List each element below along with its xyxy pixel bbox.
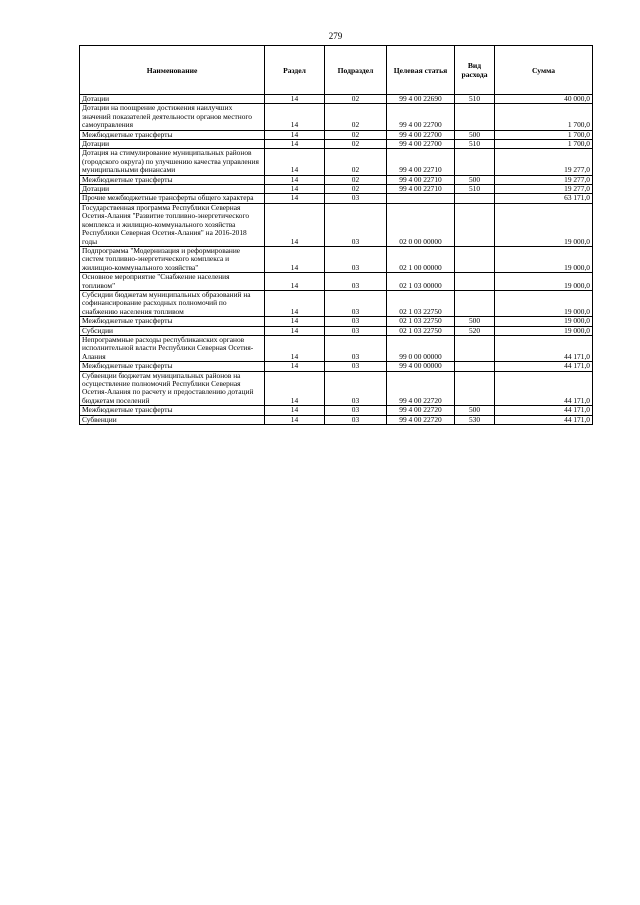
header-subsection: Подраздел: [325, 46, 387, 95]
row-expense-type: [455, 149, 495, 175]
header-section: Раздел: [265, 46, 325, 95]
row-amount: 19 000,0: [495, 317, 593, 326]
table-row: [80, 104, 593, 130]
row-subsection: 02: [325, 149, 387, 175]
row-target: 99 4 00 22720: [387, 406, 455, 415]
row-name: Субсидии: [80, 326, 265, 335]
row-subsection: 02: [325, 95, 387, 104]
row-amount: 44 171,0: [495, 362, 593, 371]
table-row: [80, 406, 593, 415]
table-row: [80, 95, 593, 104]
row-expense-type: 510: [455, 95, 495, 104]
row-section: 14: [265, 185, 325, 194]
row-expense-type: [455, 362, 495, 371]
row-subsection: 02: [325, 185, 387, 194]
row-name: Прочие межбюджетные трансферты общего характера: [80, 194, 265, 203]
row-expense-type: 510: [455, 185, 495, 194]
row-expense-type: [455, 273, 495, 291]
row-section: 14: [265, 273, 325, 291]
row-target: 99 4 00 00000: [387, 362, 455, 371]
row-name: Межбюджетные трансферты: [80, 130, 265, 139]
row-name: Субвенции бюджетам муниципальных районов на осуществление полномочий Республики Северная Осетия-Алания по расчету и предоставлению дотаций бюджетам поселений: [80, 371, 265, 406]
row-section: 14: [265, 130, 325, 139]
row-amount: 19 000,0: [495, 326, 593, 335]
row-target: 99 4 00 22710: [387, 185, 455, 194]
row-subsection: 03: [325, 415, 387, 424]
row-subsection: 02: [325, 104, 387, 130]
row-section: 14: [265, 362, 325, 371]
row-name: Межбюджетные трансферты: [80, 317, 265, 326]
table-row: [80, 371, 593, 406]
row-target: 99 4 00 22720: [387, 415, 455, 424]
table-row: [80, 130, 593, 139]
row-name: Межбюджетные трансферты: [80, 175, 265, 184]
row-section: 14: [265, 175, 325, 184]
row-expense-type: 530: [455, 415, 495, 424]
row-name: Дотации: [80, 95, 265, 104]
row-subsection: 03: [325, 290, 387, 316]
row-amount: 44 171,0: [495, 371, 593, 406]
table-row: [80, 415, 593, 424]
row-target: 99 4 00 22700: [387, 130, 455, 139]
row-subsection: 03: [325, 335, 387, 361]
table-row: [80, 335, 593, 361]
row-expense-type: [455, 335, 495, 361]
row-amount: 1 700,0: [495, 104, 593, 130]
row-expense-type: [455, 104, 495, 130]
row-subsection: 03: [325, 246, 387, 272]
row-target: 02 1 03 22750: [387, 317, 455, 326]
row-target: 99 4 00 22710: [387, 149, 455, 175]
row-expense-type: [455, 246, 495, 272]
row-expense-type: 510: [455, 140, 495, 149]
table-row: [80, 175, 593, 184]
row-expense-type: [455, 371, 495, 406]
row-amount: 63 171,0: [495, 194, 593, 203]
row-subsection: 03: [325, 326, 387, 335]
row-name: Дотация на стимулирование муниципальных районов (городского округа) по улучшению качества управления муниципальными финансами: [80, 149, 265, 175]
row-name: Межбюджетные трансферты: [80, 406, 265, 415]
row-subsection: 03: [325, 317, 387, 326]
table-header: [80, 46, 593, 95]
row-subsection: 03: [325, 371, 387, 406]
row-subsection: 02: [325, 130, 387, 139]
row-subsection: 03: [325, 194, 387, 203]
table-row: [80, 185, 593, 194]
header-amount: Сумма: [495, 46, 593, 95]
row-amount: 40 000,0: [495, 95, 593, 104]
row-section: 14: [265, 149, 325, 175]
row-name: Дотации на поощрение достижения наилучших значений показателей деятельности органов местного самоуправления: [80, 104, 265, 130]
row-amount: 1 700,0: [495, 130, 593, 139]
row-expense-type: 500: [455, 175, 495, 184]
row-target: 02 1 00 00000: [387, 246, 455, 272]
row-target: [387, 194, 455, 203]
table-row: [80, 194, 593, 203]
row-target: 99 0 00 00000: [387, 335, 455, 361]
row-section: 14: [265, 140, 325, 149]
row-section: 14: [265, 104, 325, 130]
row-amount: 19 277,0: [495, 175, 593, 184]
row-amount: 44 171,0: [495, 406, 593, 415]
header-row: [80, 46, 593, 95]
row-amount: 19 277,0: [495, 185, 593, 194]
row-section: 14: [265, 246, 325, 272]
row-section: 14: [265, 371, 325, 406]
row-amount: 44 171,0: [495, 415, 593, 424]
row-subsection: 02: [325, 175, 387, 184]
table-row: [80, 317, 593, 326]
row-target: 99 4 00 22720: [387, 371, 455, 406]
row-subsection: 03: [325, 203, 387, 246]
row-expense-type: 520: [455, 326, 495, 335]
row-amount: 19 000,0: [495, 290, 593, 316]
row-name: Подпрограмма "Модернизация и реформирование систем топливно-энергетического комплекса и жилищно-коммунального хозяйства": [80, 246, 265, 272]
table-row: [80, 140, 593, 149]
row-target: 02 0 00 00000: [387, 203, 455, 246]
row-subsection: 03: [325, 273, 387, 291]
row-target: 99 4 00 22700: [387, 140, 455, 149]
page-number: 279: [328, 31, 343, 41]
row-target: 02 1 03 22750: [387, 290, 455, 316]
row-section: 14: [265, 203, 325, 246]
row-section: 14: [265, 415, 325, 424]
row-name: Дотации: [80, 185, 265, 194]
row-name: Государственная программа Республики Северная Осетия-Алания "Развитие топливно-энергетического комплекса и жилищно-коммунального хозяйства Республики Северная Осетия-Алания" на 2016-2018 годы: [80, 203, 265, 246]
row-amount: 19 000,0: [495, 273, 593, 291]
row-amount: 19 000,0: [495, 246, 593, 272]
row-amount: 19 277,0: [495, 149, 593, 175]
row-section: 14: [265, 95, 325, 104]
row-subsection: 02: [325, 140, 387, 149]
table-row: [80, 273, 593, 291]
row-subsection: 03: [325, 406, 387, 415]
header-name: Наименование: [80, 46, 265, 95]
row-name: Основное мероприятие "Снабжение населения топливом": [80, 273, 265, 291]
header-target: Целевая статья: [387, 46, 455, 95]
row-amount: 44 171,0: [495, 335, 593, 361]
row-name: Субвенции: [80, 415, 265, 424]
row-section: 14: [265, 326, 325, 335]
table-row: [80, 149, 593, 175]
row-name: Межбюджетные трансферты: [80, 362, 265, 371]
row-expense-type: [455, 194, 495, 203]
table-row: [80, 326, 593, 335]
row-expense-type: 500: [455, 317, 495, 326]
row-section: 14: [265, 194, 325, 203]
header-expense-type: Вид расхода: [455, 46, 495, 95]
budget-table: [79, 45, 593, 425]
row-expense-type: [455, 203, 495, 246]
table-row: [80, 362, 593, 371]
row-target: 99 4 00 22700: [387, 104, 455, 130]
row-subsection: 03: [325, 362, 387, 371]
row-expense-type: [455, 290, 495, 316]
row-target: 02 1 03 00000: [387, 273, 455, 291]
row-target: 99 4 00 22690: [387, 95, 455, 104]
row-name: Непрограммные расходы республиканских органов исполнительной власти Республики Северная Осетия-Алания: [80, 335, 265, 361]
row-section: 14: [265, 290, 325, 316]
table-body: [80, 95, 593, 425]
row-section: 14: [265, 406, 325, 415]
row-section: 14: [265, 317, 325, 326]
row-section: 14: [265, 335, 325, 361]
row-expense-type: 500: [455, 130, 495, 139]
table-row: [80, 203, 593, 246]
row-target: 02 1 03 22750: [387, 326, 455, 335]
table-row: [80, 290, 593, 316]
row-target: 99 4 00 22710: [387, 175, 455, 184]
row-amount: 1 700,0: [495, 140, 593, 149]
row-expense-type: 500: [455, 406, 495, 415]
row-amount: 19 000,0: [495, 203, 593, 246]
row-name: Субсидии бюджетам муниципальных образований на софинансирование расходных полномочий по снабжению населения топливом: [80, 290, 265, 316]
table-row: [80, 246, 593, 272]
row-name: Дотации: [80, 140, 265, 149]
